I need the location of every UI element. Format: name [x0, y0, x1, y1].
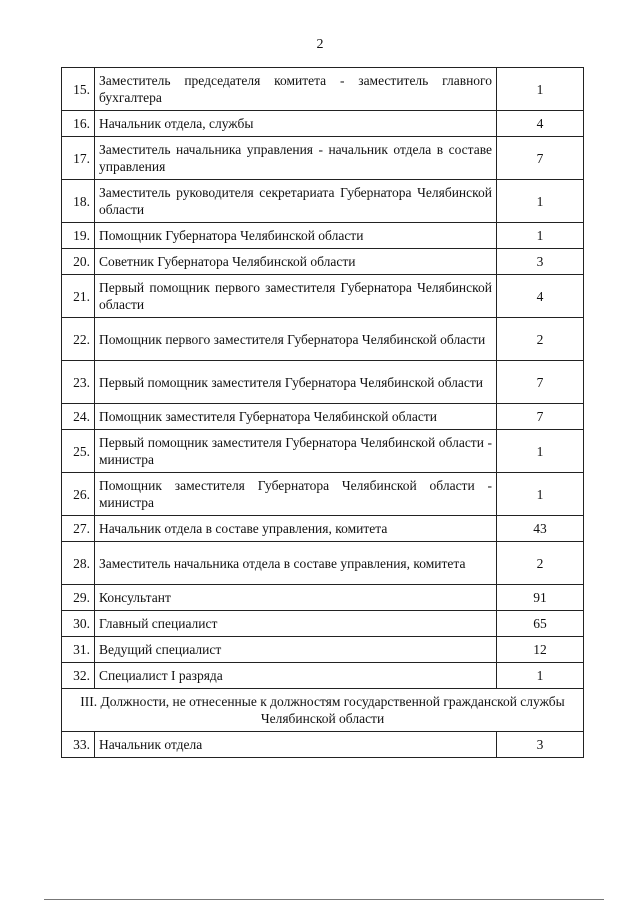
row-number: 26. [62, 473, 95, 516]
position-title: Консультант [95, 585, 497, 611]
position-title: Первый помощник заместителя Губернатора Челябинской области - министра [95, 430, 497, 473]
table-row [62, 404, 584, 430]
position-title: Заместитель начальника отдела в составе управления, комитета [95, 542, 497, 585]
position-count: 1 [497, 473, 584, 516]
row-number: 28. [62, 542, 95, 585]
row-number: 21. [62, 275, 95, 318]
position-count: 43 [497, 516, 584, 542]
table-row [62, 249, 584, 275]
position-count: 4 [497, 111, 584, 137]
position-title: Заместитель руководителя секретариата Губернатора Челябинской области [95, 180, 497, 223]
table-row [62, 663, 584, 689]
row-number: 25. [62, 430, 95, 473]
position-count: 1 [497, 663, 584, 689]
position-title: Главный специалист [95, 611, 497, 637]
position-count: 2 [497, 542, 584, 585]
table-row [62, 732, 584, 758]
position-title: Советник Губернатора Челябинской области [95, 249, 497, 275]
position-title: Заместитель председателя комитета - заместитель главного бухгалтера [95, 68, 497, 111]
row-number: 22. [62, 318, 95, 361]
row-number: 15. [62, 68, 95, 111]
position-title: Начальник отдела [95, 732, 497, 758]
position-title: Помощник Губернатора Челябинской области [95, 223, 497, 249]
table-row [62, 180, 584, 223]
row-number: 33. [62, 732, 95, 758]
position-title: Помощник заместителя Губернатора Челябинской области [95, 404, 497, 430]
table-row [62, 430, 584, 473]
row-number: 32. [62, 663, 95, 689]
table-row [62, 542, 584, 585]
position-title: Первый помощник первого заместителя Губернатора Челябинской области [95, 275, 497, 318]
row-number: 27. [62, 516, 95, 542]
position-title: Заместитель начальника управления - начальник отдела в составе управления [95, 137, 497, 180]
table-row [62, 473, 584, 516]
table-row [62, 68, 584, 111]
position-title: Помощник первого заместителя Губернатора Челябинской области [95, 318, 497, 361]
position-title: Начальник отдела, службы [95, 111, 497, 137]
row-number: 19. [62, 223, 95, 249]
position-count: 65 [497, 611, 584, 637]
position-count: 3 [497, 249, 584, 275]
position-title: Помощник заместителя Губернатора Челябинской области - министра [95, 473, 497, 516]
position-count: 1 [497, 430, 584, 473]
row-number: 30. [62, 611, 95, 637]
table-row [62, 611, 584, 637]
position-count: 1 [497, 68, 584, 111]
table-row [62, 223, 584, 249]
row-number: 31. [62, 637, 95, 663]
table-row [62, 361, 584, 404]
position-count: 4 [497, 275, 584, 318]
position-count: 1 [497, 223, 584, 249]
table-row [62, 275, 584, 318]
row-number: 17. [62, 137, 95, 180]
positions-table [61, 67, 584, 758]
table-row [62, 516, 584, 542]
position-count: 7 [497, 137, 584, 180]
table-row [62, 137, 584, 180]
row-number: 16. [62, 111, 95, 137]
bottom-rule [44, 899, 604, 900]
table-row [62, 585, 584, 611]
position-count: 7 [497, 404, 584, 430]
row-number: 20. [62, 249, 95, 275]
row-number: 18. [62, 180, 95, 223]
position-count: 2 [497, 318, 584, 361]
position-count: 7 [497, 361, 584, 404]
row-number: 29. [62, 585, 95, 611]
section-title: III. Должности, не отнесенные к должностям государственной гражданской службы Челябинской области [62, 689, 584, 732]
position-title: Первый помощник заместителя Губернатора Челябинской области [95, 361, 497, 404]
positions-table-body [62, 68, 584, 758]
row-number: 23. [62, 361, 95, 404]
position-title: Начальник отдела в составе управления, комитета [95, 516, 497, 542]
position-count: 12 [497, 637, 584, 663]
table-row [62, 111, 584, 137]
position-count: 1 [497, 180, 584, 223]
row-number: 24. [62, 404, 95, 430]
position-count: 3 [497, 732, 584, 758]
table-row [62, 318, 584, 361]
table-row [62, 637, 584, 663]
position-count: 91 [497, 585, 584, 611]
position-title: Специалист I разряда [95, 663, 497, 689]
section-header-row [62, 689, 584, 732]
position-title: Ведущий специалист [95, 637, 497, 663]
page-number: 2 [316, 37, 324, 52]
